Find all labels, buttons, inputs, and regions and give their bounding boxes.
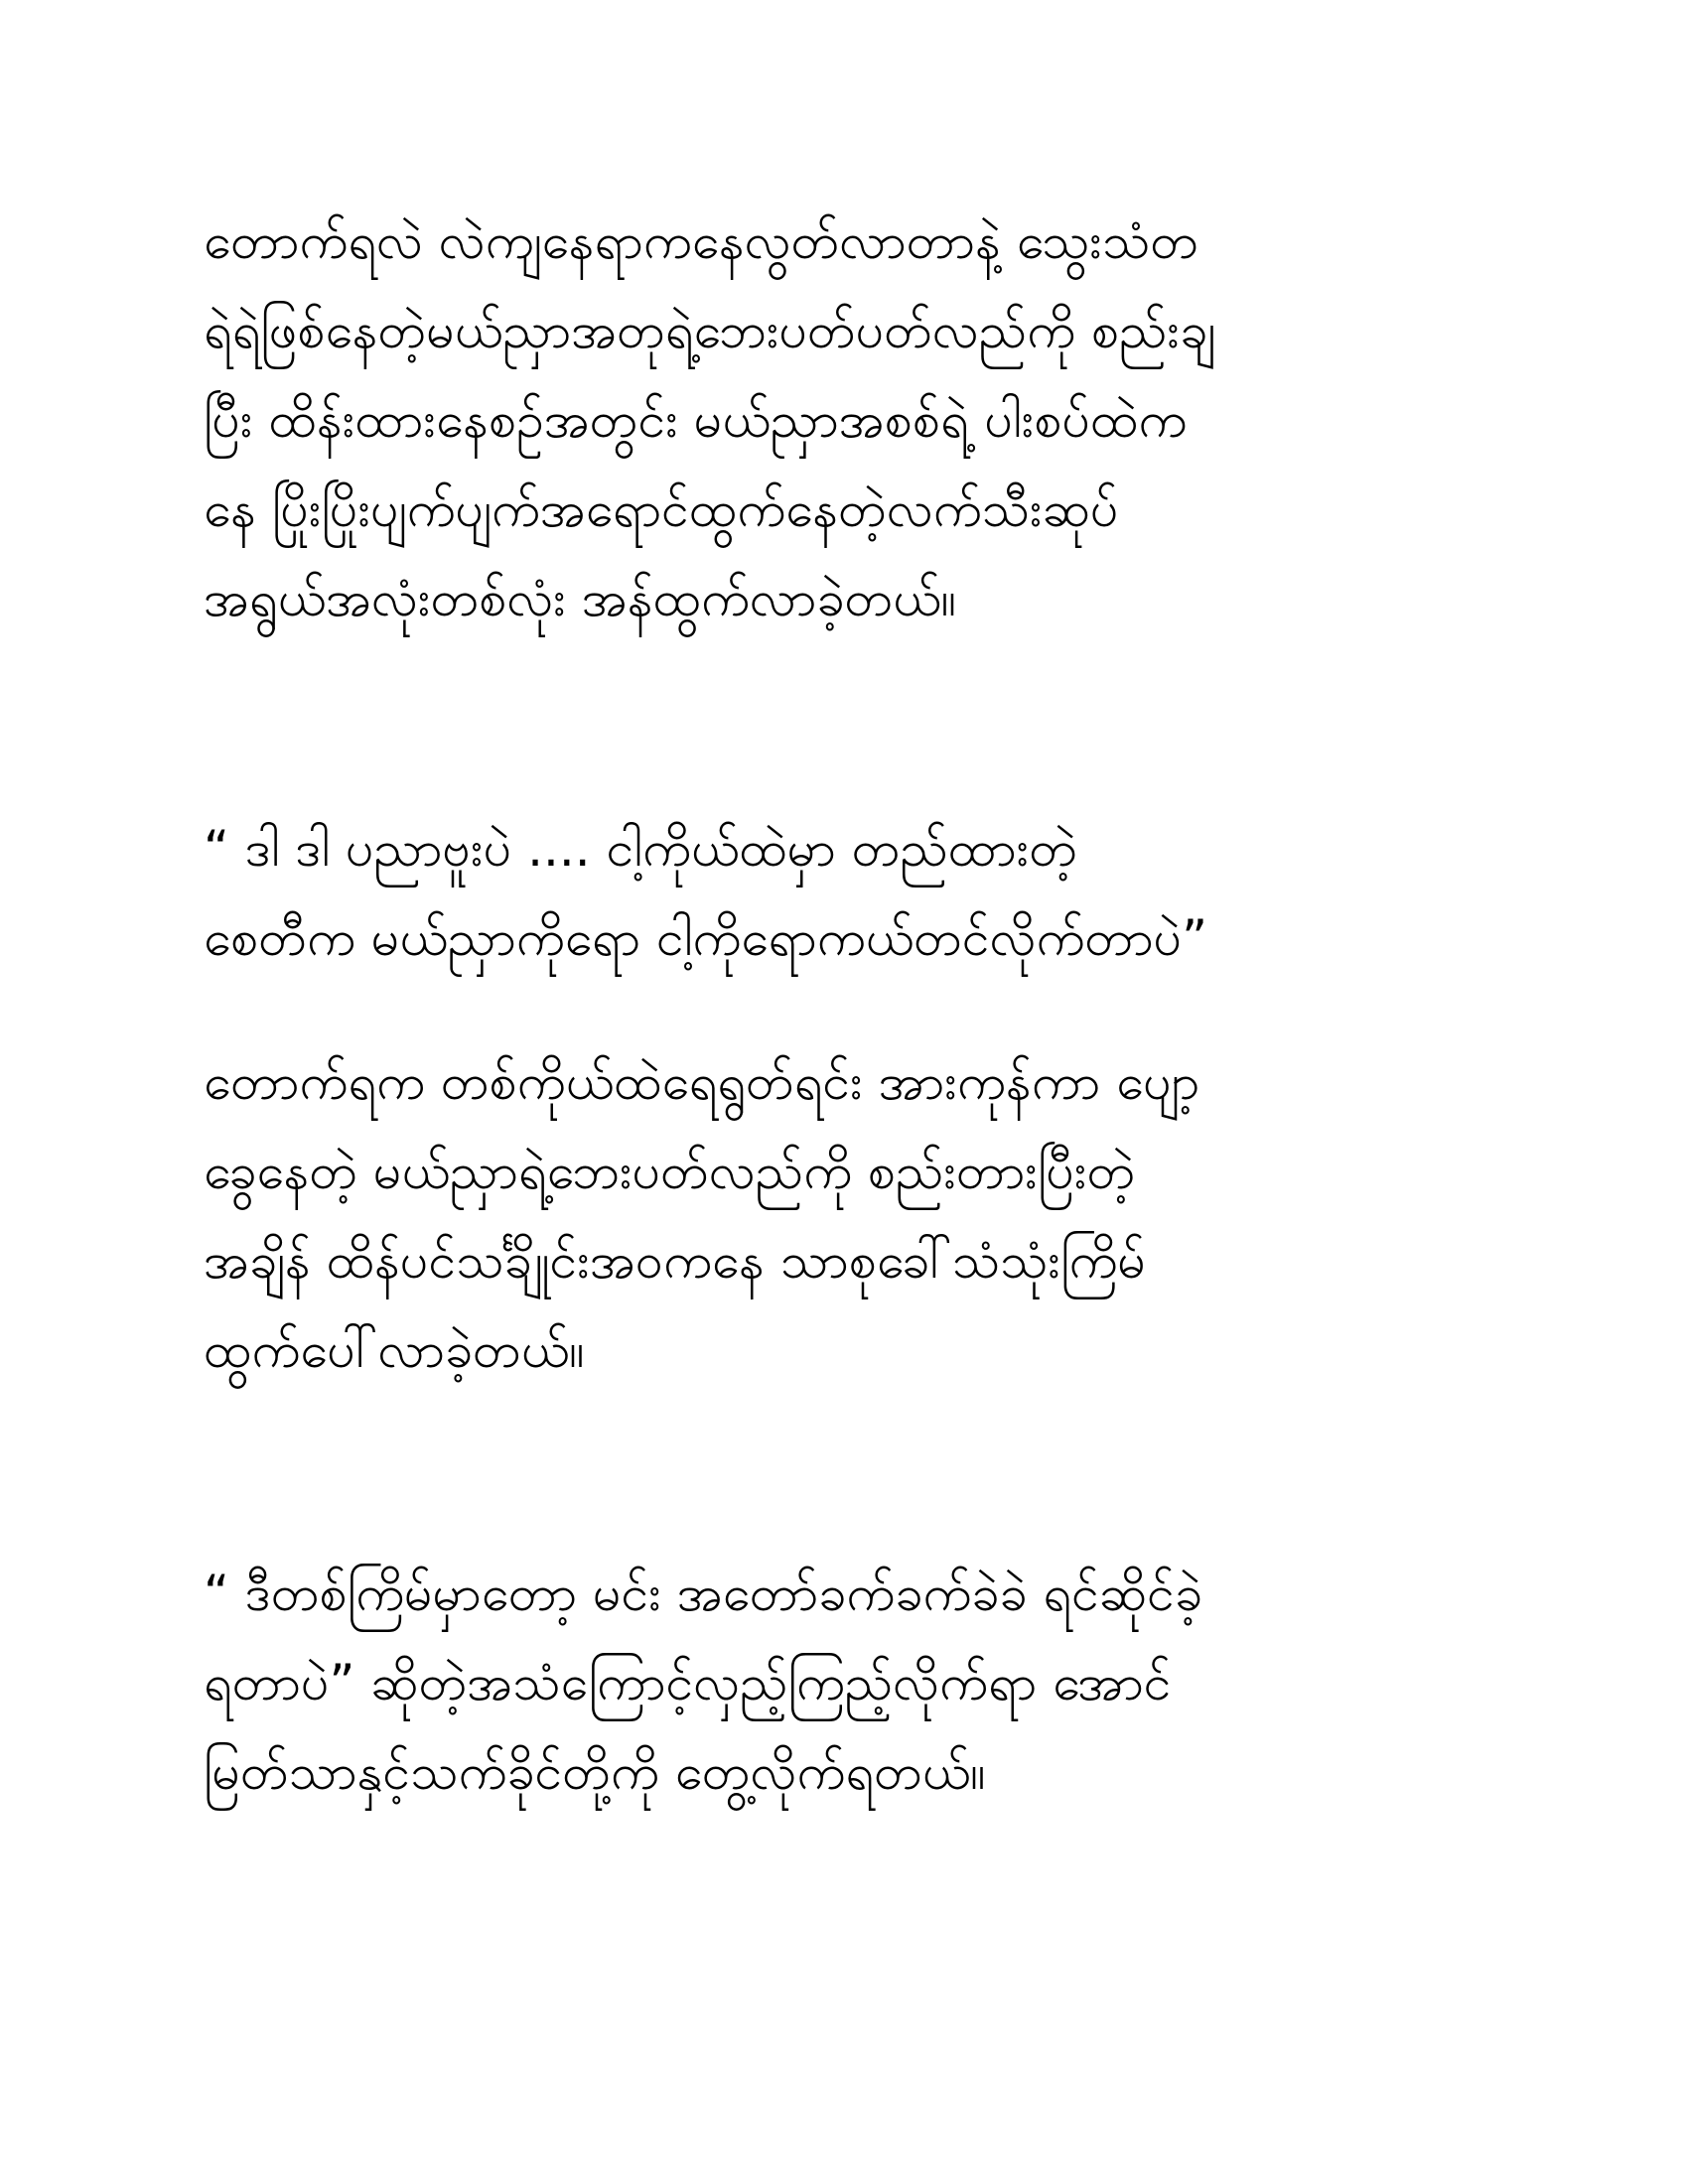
text-line: နေ ပြိုးပြိုးပျက်ပျက်အရောင်ထွက်နေတဲ့လက်သီးဆုပ် [204, 480, 1119, 538]
text-line: ခွေနေတဲ့ မယ်ညှာရဲ့ဘေးပတ်လည်ကို စည်းတားပြီးတဲ့ [204, 1143, 1136, 1200]
text-line: တောက်ရက တစ်ကိုယ်ထဲရေရွတ်ရင်း အားကုန်ကာ ပျော့ [204, 1053, 1200, 1111]
text-line: တောက်ရလဲ လဲကျနေရာကနေလွတ်လာတာနဲ့ သွေးသံတ [204, 212, 1199, 270]
text-line: ထွက်ပေါ်လာခဲ့တယ်။ [204, 1321, 585, 1379]
text-line: “ ဒါ ဒါ ပညာဗူးပဲ .... ငါ့ကိုယ်ထဲမှာ တည်ထားတဲ့ [204, 820, 1078, 878]
text-line: “ ဒီတစ်ကြိမ်မှာတော့ မင်း အတော်ခက်ခက်ခဲခဲ ရင်ဆိုင်ခဲ့ [204, 1565, 1203, 1622]
text-line: အချိန် ထိန်ပင်သင်္ချိုင်းအဝကနေ သာစုခေါ်သံသုံးကြိမ် [204, 1232, 1146, 1290]
text-line: ပြီး ထိန်းထားနေစဉ်အတွင်း မယ်ညှာအစစ်ရဲ့ ပါးစပ်ထဲက [204, 391, 1188, 449]
text-line: စေတီက မယ်ညှာကိုရော ငါ့ကိုရောကယ်တင်လိုက်တာပဲ” [204, 909, 1208, 967]
text-line: အရွယ်အလုံးတစ်လုံး အန်ထွက်လာခဲ့တယ်။ [204, 570, 956, 627]
text-line: မြတ်သာနှင့်သက်ခိုင်တို့ကို တွေ့လိုက်ရတယ်။ [204, 1743, 986, 1801]
text-line: ရတာပဲ” ဆိုတဲ့အသံကြောင့်လှည့်ကြည့်လိုက်ရာ အောင် [204, 1654, 1172, 1711]
text-line: ရဲရဲဖြစ်နေတဲ့မယ်ညှာအတုရဲ့ဘေးပတ်ပတ်လည်ကို စည်းချ [204, 302, 1216, 359]
